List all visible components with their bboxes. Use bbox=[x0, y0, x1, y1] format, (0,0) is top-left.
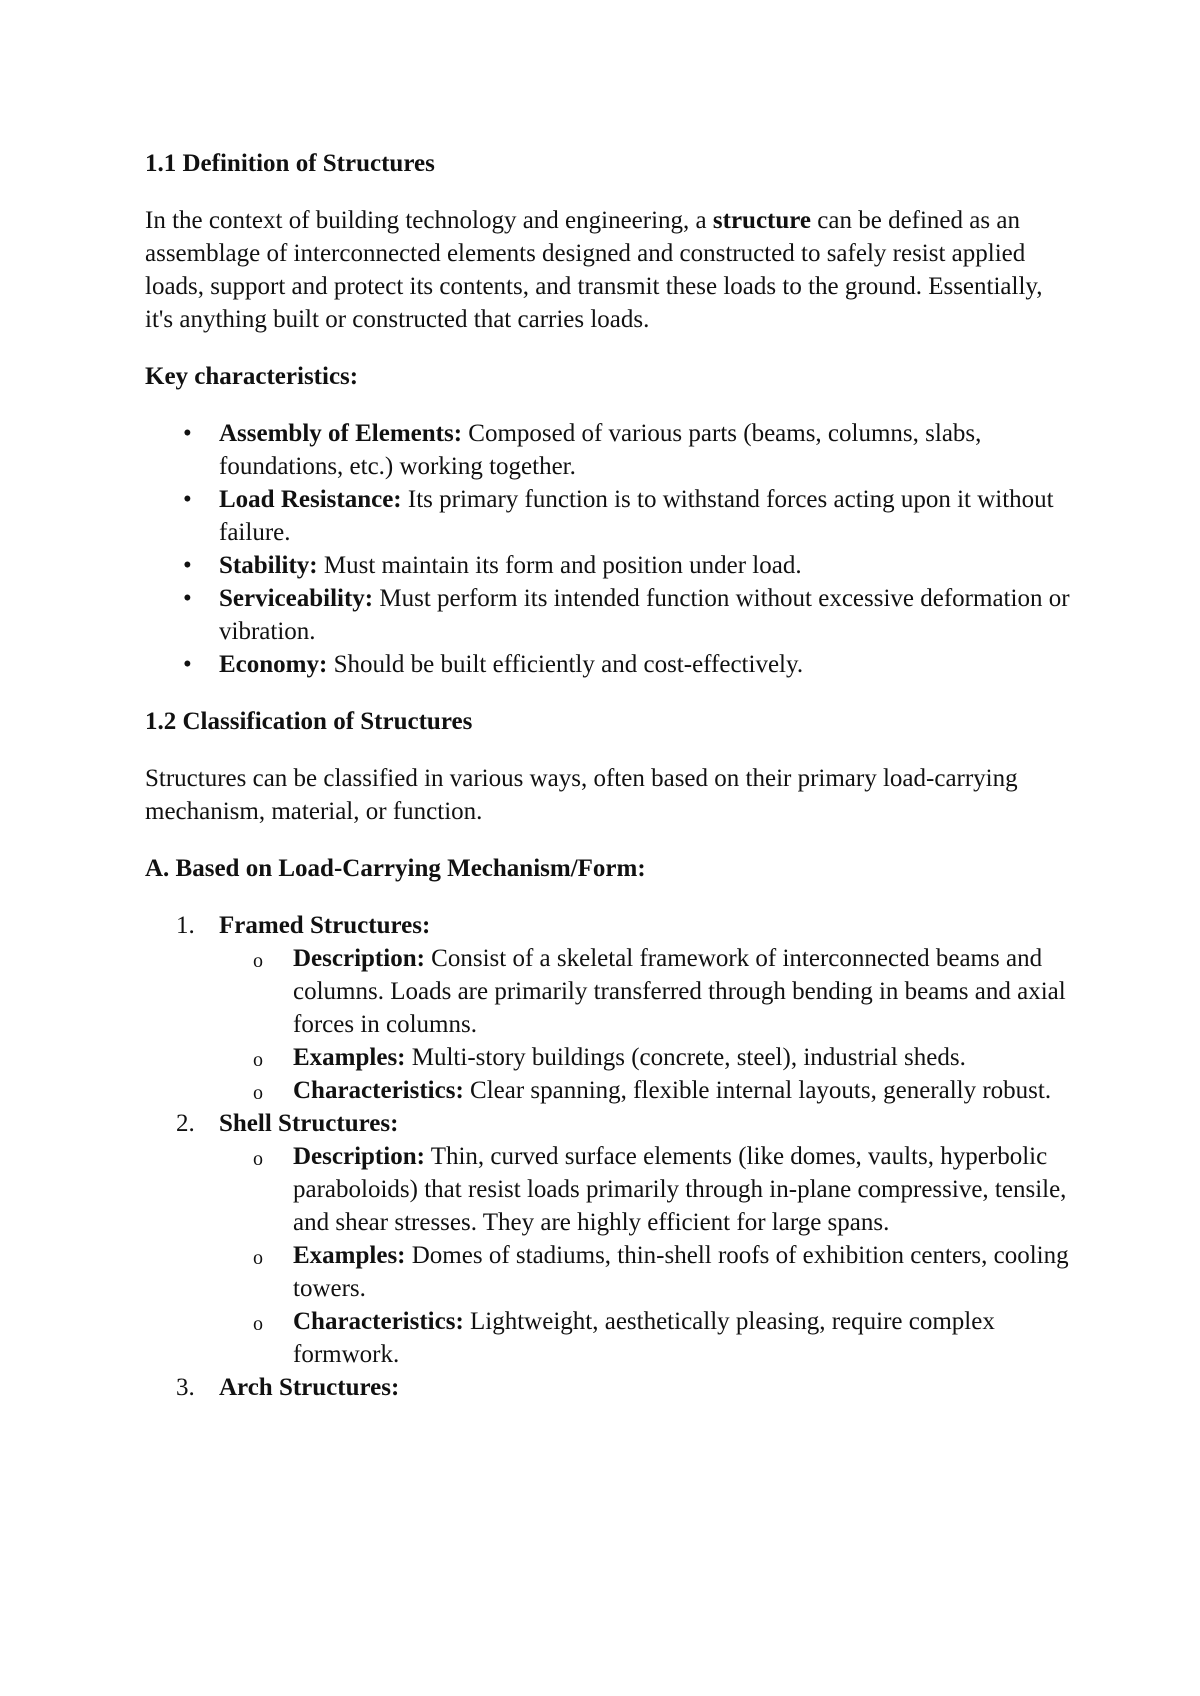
structure-type-title: Arch Structures: bbox=[219, 1374, 400, 1401]
list-item-text: Should be built efficiently and cost-effectively. bbox=[327, 651, 804, 678]
detail-term: Examples: bbox=[293, 1242, 406, 1269]
detail-text: Consist of a skeletal framework of interconnected beams and columns. Loads are primarily transferred through bending in beams and axial forces in columns. bbox=[293, 945, 1066, 1038]
circle-bullet-icon: o bbox=[253, 1148, 263, 1170]
key-characteristics-heading: Key characteristics: bbox=[145, 363, 359, 390]
bullet-icon: • bbox=[183, 552, 192, 579]
list-item-text: Must maintain its form and position under load. bbox=[317, 552, 802, 579]
detail-term: Description: bbox=[293, 1143, 425, 1170]
list-item bbox=[145, 549, 1075, 582]
detail-text: Multi-story buildings (concrete, steel), industrial sheds. bbox=[405, 1044, 966, 1071]
characteristics-list bbox=[145, 417, 1075, 681]
section-heading-1-2: 1.2 Classification of Structures bbox=[145, 708, 473, 735]
circle-bullet-icon: o bbox=[253, 1082, 263, 1104]
detail-item bbox=[219, 1074, 1075, 1107]
detail-list bbox=[219, 942, 1075, 1107]
definition-text-end: can be defined as an assemblage of interconnected elements designed and constructed to safely resist applied loads, support and protect its contents, and transmit these loads to the ground. Essentially, it's anything built or constructed that carries loads. bbox=[145, 207, 1043, 333]
detail-term: Characteristics: bbox=[293, 1308, 464, 1335]
item-number: 2. bbox=[176, 1110, 195, 1137]
detail-item bbox=[219, 1239, 1075, 1305]
detail-item bbox=[219, 942, 1075, 1041]
structure-type-item bbox=[145, 1371, 1075, 1404]
list-item bbox=[145, 483, 1075, 549]
list-item bbox=[145, 648, 1075, 681]
detail-item bbox=[219, 1041, 1075, 1074]
detail-list bbox=[219, 1140, 1075, 1371]
detail-term: Characteristics: bbox=[293, 1077, 464, 1104]
bullet-icon: • bbox=[183, 651, 192, 678]
circle-bullet-icon: o bbox=[253, 950, 263, 972]
list-item-text: Composed of various parts (beams, columns, slabs, foundations, etc.) working together. bbox=[219, 420, 982, 480]
definition-text-start: In the context of building technology and engineering, a bbox=[145, 207, 713, 234]
item-number: 3. bbox=[176, 1374, 195, 1401]
structure-type-title: Framed Structures: bbox=[219, 912, 431, 939]
bullet-icon: • bbox=[183, 585, 192, 612]
structure-type-item bbox=[145, 909, 1075, 1107]
classification-paragraph: Structures can be classified in various ways, often based on their primary load-carrying mechanism, material, or function. bbox=[145, 765, 1018, 825]
bullet-icon: • bbox=[183, 420, 192, 447]
circle-bullet-icon: o bbox=[253, 1049, 263, 1071]
structure-type-title: Shell Structures: bbox=[219, 1110, 399, 1137]
definition-paragraph bbox=[145, 204, 1075, 336]
document-page bbox=[145, 147, 1075, 1404]
detail-term: Description: bbox=[293, 945, 425, 972]
detail-item bbox=[219, 1305, 1075, 1371]
list-item-term: Stability: bbox=[219, 552, 318, 579]
list-item-term: Economy: bbox=[219, 651, 328, 678]
detail-item bbox=[219, 1140, 1075, 1239]
list-item-text: Must perform its intended function without excessive deformation or vibration. bbox=[219, 585, 1070, 645]
detail-text: Clear spanning, flexible internal layouts, generally robust. bbox=[463, 1077, 1052, 1104]
list-item bbox=[145, 582, 1075, 648]
circle-bullet-icon: o bbox=[253, 1247, 263, 1269]
item-number: 1. bbox=[176, 912, 195, 939]
list-item bbox=[145, 417, 1075, 483]
circle-bullet-icon: o bbox=[253, 1313, 263, 1335]
section-heading-1-1: 1.1 Definition of Structures bbox=[145, 150, 435, 177]
mechanism-subheading: A. Based on Load-Carrying Mechanism/Form: bbox=[145, 855, 646, 882]
detail-text: Lightweight, aesthetically pleasing, require complex formwork. bbox=[293, 1308, 995, 1368]
structure-types-list bbox=[145, 909, 1075, 1404]
bullet-icon: • bbox=[183, 486, 192, 513]
list-item-term: Serviceability: bbox=[219, 585, 374, 612]
detail-term: Examples: bbox=[293, 1044, 406, 1071]
detail-text: Domes of stadiums, thin-shell roofs of exhibition centers, cooling towers. bbox=[293, 1242, 1069, 1302]
structure-type-item bbox=[145, 1107, 1075, 1371]
definition-term: structure bbox=[712, 207, 812, 234]
list-item-term: Load Resistance: bbox=[219, 486, 402, 513]
list-item-text: Its primary function is to withstand forces acting upon it without failure. bbox=[219, 486, 1054, 546]
list-item-term: Assembly of Elements: bbox=[219, 420, 463, 447]
detail-text: Thin, curved surface elements (like domes, vaults, hyperbolic paraboloids) that resist loads primarily through in-plane compressive, tensile, and shear stresses. They are highly efficient for large spans. bbox=[293, 1143, 1067, 1236]
